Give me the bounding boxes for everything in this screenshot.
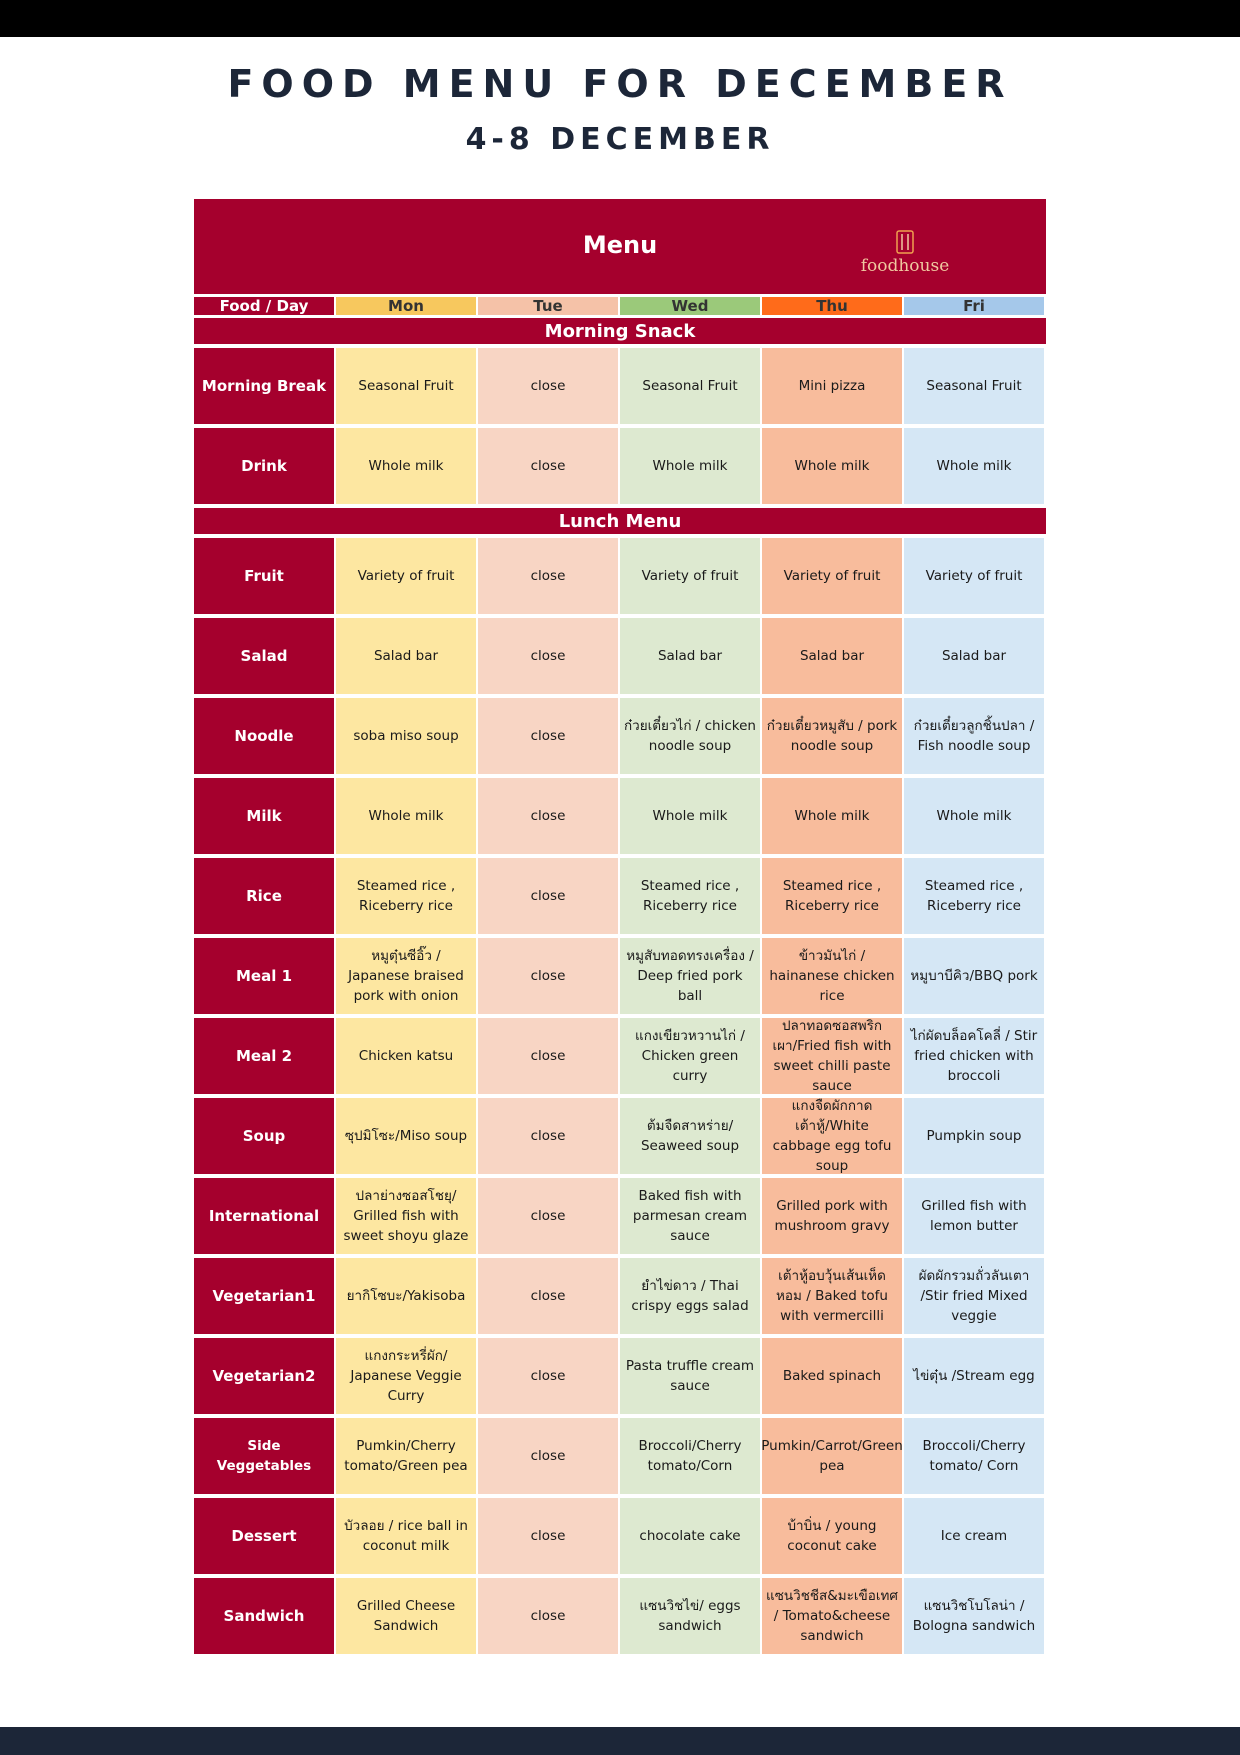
menu-cell: Salad bar	[904, 618, 1044, 694]
menu-cell: ก๋วยเตี๋ยวไก่ / chicken noodle soup	[620, 698, 760, 774]
menu-cell: Whole milk	[904, 778, 1044, 854]
menu-cell: แซนวิชชีส&มะเขือเทศ / Tomato&cheese sandwich	[762, 1578, 902, 1654]
menu-cell: ยากิโซบะ/Yakisoba	[336, 1258, 476, 1334]
menu-cell: Broccoli/Cherry tomato/Corn	[620, 1418, 760, 1494]
menu-cell: Variety of fruit	[336, 538, 476, 614]
menu-cell: หมูตุ๋นซีอิ๊ว / Japanese braised pork with onion	[336, 938, 476, 1014]
menu-cell: close	[478, 1418, 618, 1494]
row-label: Morning Break	[194, 348, 334, 424]
menu-cell: soba miso soup	[336, 698, 476, 774]
menu-cell: ก๋วยเตี๋ยวหมูสับ / pork noodle soup	[762, 698, 902, 774]
row-label: Salad	[194, 618, 334, 694]
menu-cell: close	[478, 538, 618, 614]
menu-cell: Pumkin/Cherry tomato/Green pea	[336, 1418, 476, 1494]
row-label: Fruit	[194, 538, 334, 614]
row-label: Noodle	[194, 698, 334, 774]
menu-cell: close	[478, 428, 618, 504]
menu-cell: close	[478, 618, 618, 694]
menu-cell: Whole milk	[762, 428, 902, 504]
column-header-wed: Wed	[620, 297, 760, 315]
row-label: Milk	[194, 778, 334, 854]
menu-cell: close	[478, 1498, 618, 1574]
menu-cell: Baked fish with parmesan cream sauce	[620, 1178, 760, 1254]
menu-cell: ปลาทอดซอสพริกเผา/Fried fish with sweet chilli paste sauce	[762, 1018, 902, 1094]
row-label: Vegetarian1	[194, 1258, 334, 1334]
row-label: Meal 2	[194, 1018, 334, 1094]
menu-cell: close	[478, 778, 618, 854]
menu-cell: บัวลอย / rice ball in coconut milk	[336, 1498, 476, 1574]
foodhouse-logo	[860, 230, 950, 276]
menu-cell: close	[478, 1258, 618, 1334]
row-label: International	[194, 1178, 334, 1254]
menu-cell: แกงกระหรี่ผัก/ Japanese Veggie Curry	[336, 1338, 476, 1414]
row-label: Dessert	[194, 1498, 334, 1574]
menu-cell: close	[478, 1098, 618, 1174]
menu-cell: Salad bar	[762, 618, 902, 694]
section-title: Morning Snack	[194, 318, 1046, 344]
menu-cell: Chicken katsu	[336, 1018, 476, 1094]
menu-cell: Variety of fruit	[620, 538, 760, 614]
menu-cell: Grilled fish with lemon butter	[904, 1178, 1044, 1254]
menu-cell: Pumpkin soup	[904, 1098, 1044, 1174]
column-header-tue: Tue	[478, 297, 618, 315]
menu-cell: Whole milk	[762, 778, 902, 854]
section-title: Lunch Menu	[194, 508, 1046, 534]
row-label: Rice	[194, 858, 334, 934]
menu-cell: Grilled Cheese Sandwich	[336, 1578, 476, 1654]
row-label: Drink	[194, 428, 334, 504]
menu-cell: Broccoli/Cherry tomato/ Corn	[904, 1418, 1044, 1494]
menu-title: Menu	[582, 231, 658, 259]
menu-cell: Salad bar	[336, 618, 476, 694]
menu-cell: บ้าบิ่น / young coconut cake	[762, 1498, 902, 1574]
menu-cell: Pasta truffle cream sauce	[620, 1338, 760, 1414]
menu-cell: Seasonal Fruit	[904, 348, 1044, 424]
menu-cell: Seasonal Fruit	[620, 348, 760, 424]
menu-cell: แซนวิชไข่/ eggs sandwich	[620, 1578, 760, 1654]
menu-cell: Salad bar	[620, 618, 760, 694]
menu-cell: close	[478, 1578, 618, 1654]
menu-cell: Whole milk	[336, 778, 476, 854]
menu-cell: Whole milk	[620, 778, 760, 854]
menu-cell: Steamed rice , Riceberry rice	[762, 858, 902, 934]
menu-cell: Whole milk	[620, 428, 760, 504]
menu-cell: close	[478, 938, 618, 1014]
menu-cell: Mini pizza	[762, 348, 902, 424]
row-label: Meal 1	[194, 938, 334, 1014]
menu-cell: ไก่ผัดบล็อคโคลี่ / Stir fried chicken with broccoli	[904, 1018, 1044, 1094]
column-header-mon: Mon	[336, 297, 476, 315]
menu-cell: Whole milk	[336, 428, 476, 504]
column-header-thu: Thu	[762, 297, 902, 315]
menu-cell: ซุปมิโซะ/Miso soup	[336, 1098, 476, 1174]
menu-cell: Variety of fruit	[904, 538, 1044, 614]
menu-cell: แกงเขียวหวานไก่ / Chicken green curry	[620, 1018, 760, 1094]
menu-cell: ก๋วยเตี๋ยวลูกชิ้นปลา / Fish noodle soup	[904, 698, 1044, 774]
menu-cell: Ice cream	[904, 1498, 1044, 1574]
menu-cell: Steamed rice , Riceberry rice	[336, 858, 476, 934]
menu-cell: close	[478, 348, 618, 424]
menu-cell: Whole milk	[904, 428, 1044, 504]
column-header-food-day: Food / Day	[194, 297, 334, 315]
menu-cell: close	[478, 1338, 618, 1414]
menu-cell: Baked spinach	[762, 1338, 902, 1414]
menu-cell: ปลาย่างซอสโชยุ/ Grilled fish with sweet shoyu glaze	[336, 1178, 476, 1254]
menu-cell: แซนวิชโบโลน่า / Bologna sandwich	[904, 1578, 1044, 1654]
menu-cell: Grilled pork with mushroom gravy	[762, 1178, 902, 1254]
page-title: FOOD MENU FOR DECEMBER	[227, 62, 1013, 106]
menu-cell: ต้มจืดสาหร่าย/ Seaweed soup	[620, 1098, 760, 1174]
menu-cell: close	[478, 858, 618, 934]
bottom-bar	[0, 1727, 1240, 1755]
menu-cell: แกงจืดผักกาดเต้าหู้/White cabbage egg tofu soup	[762, 1098, 902, 1174]
menu-cell: Steamed rice , Riceberry rice	[620, 858, 760, 934]
menu-cell: หมูบาบีคิว/BBQ pork	[904, 938, 1044, 1014]
menu-cell: close	[478, 1178, 618, 1254]
menu-cell: ข้าวมันไก่ / hainanese chicken rice	[762, 938, 902, 1014]
menu-cell: Steamed rice , Riceberry rice	[904, 858, 1044, 934]
logo-text: foodhouse	[860, 256, 950, 276]
menu-cell: Pumkin/Carrot/Green pea	[762, 1418, 902, 1494]
row-label: Sandwich	[194, 1578, 334, 1654]
menu-cell: chocolate cake	[620, 1498, 760, 1574]
menu-cell: เต้าหู้อบวุ้นเส้นเห็ดหอม / Baked tofu with vermercilli	[762, 1258, 902, 1334]
top-bar	[0, 0, 1240, 37]
menu-cell: ไข่ตุ๋น /Stream egg	[904, 1338, 1044, 1414]
row-label: Side Veggetables	[194, 1418, 334, 1494]
menu-cell: หมูสับทอดทรงเครื่อง / Deep fried pork ball	[620, 938, 760, 1014]
menu-cell: Variety of fruit	[762, 538, 902, 614]
menu-cell: ผัดผักรวมถั่วลันเตา /Stir fried Mixed veggie	[904, 1258, 1044, 1334]
menu-header	[194, 199, 1046, 294]
fork-knife-icon	[896, 230, 914, 254]
menu-cell: close	[478, 698, 618, 774]
menu-cell: close	[478, 1018, 618, 1094]
row-label: Soup	[194, 1098, 334, 1174]
row-label: Vegetarian2	[194, 1338, 334, 1414]
column-header-fri: Fri	[904, 297, 1044, 315]
page-subtitle: 4-8 DECEMBER	[465, 122, 775, 157]
menu-cell: Seasonal Fruit	[336, 348, 476, 424]
menu-cell: ยำไข่ดาว / Thai crispy eggs salad	[620, 1258, 760, 1334]
